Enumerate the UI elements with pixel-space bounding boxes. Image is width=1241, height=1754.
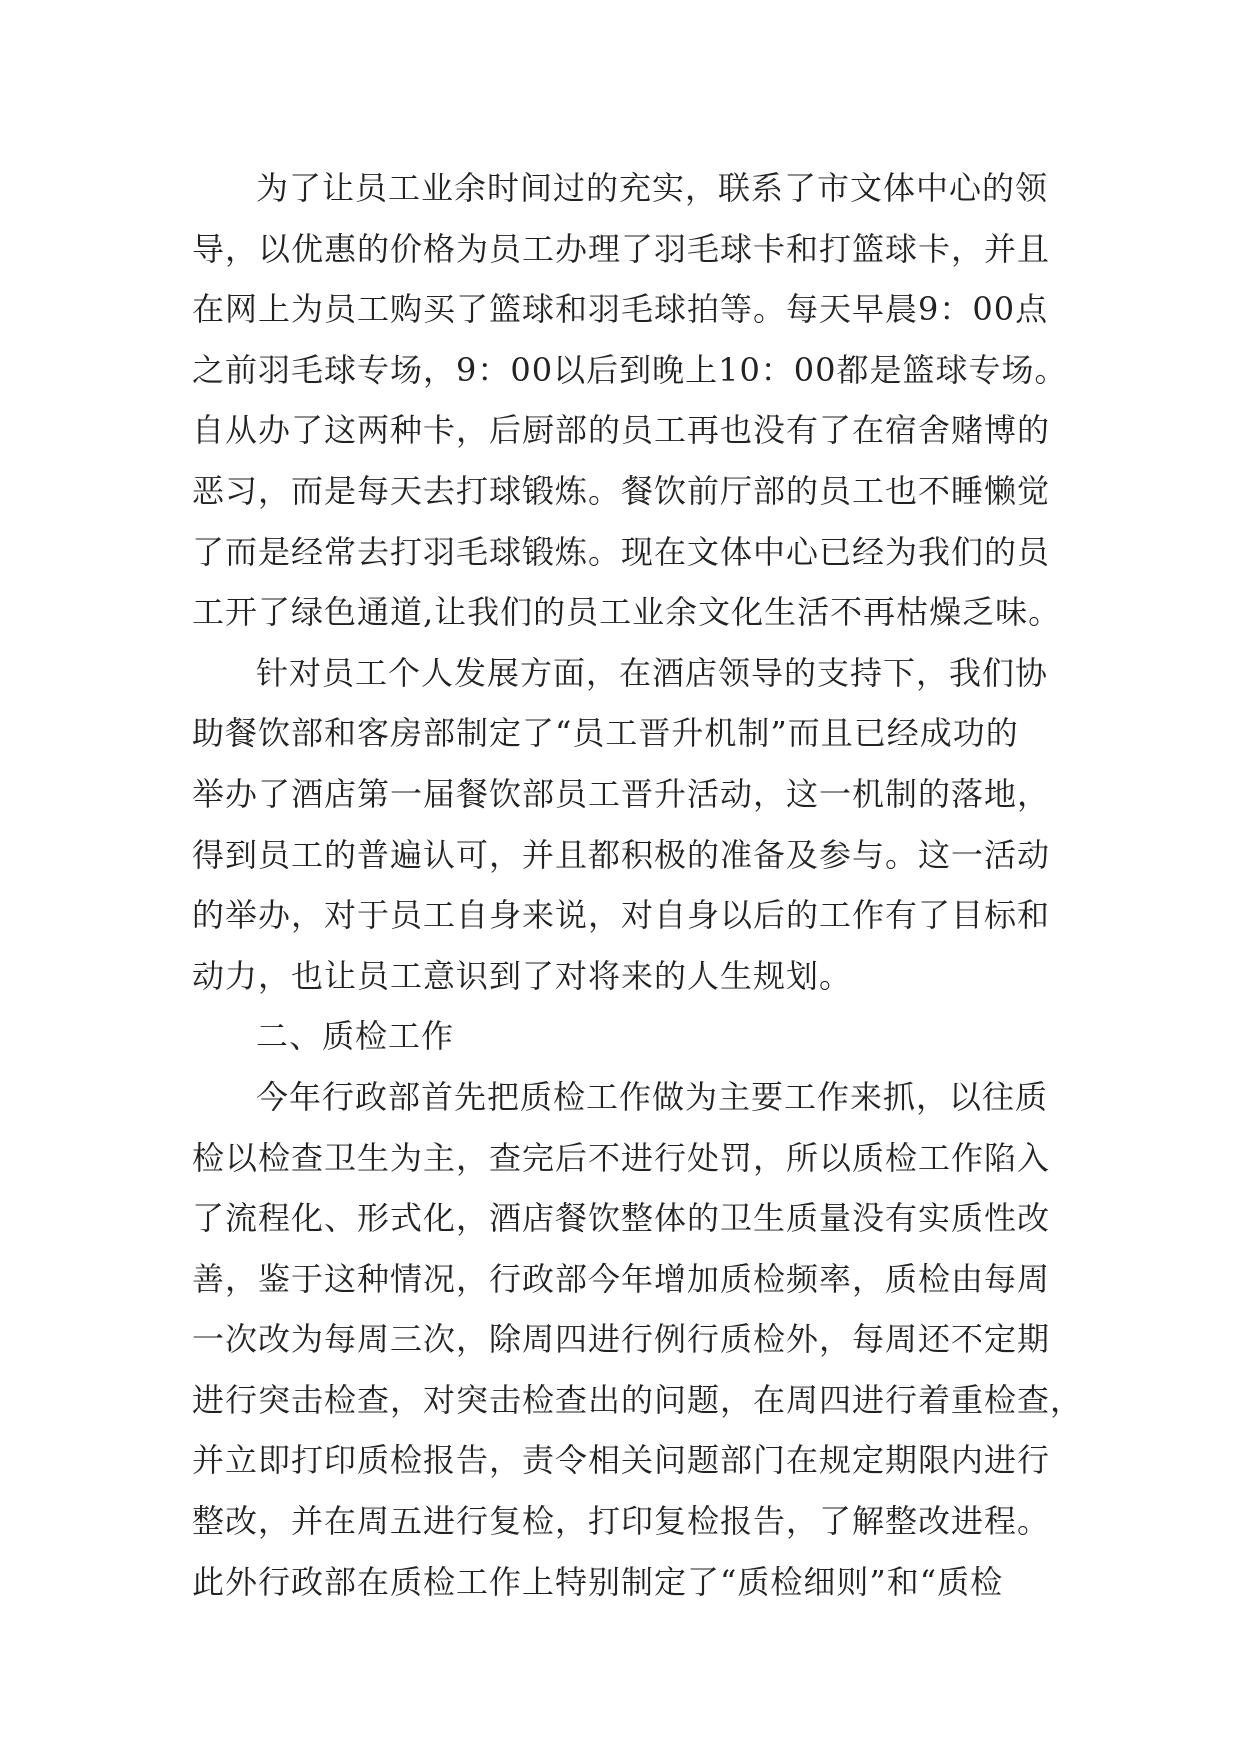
text-line: 举办了酒店第一届餐饮部员工晋升活动，这一机制的落地，	[192, 774, 1051, 813]
text-line: 检以检查卫生为主，查完后不进行处罚，所以质检工作陷入	[192, 1138, 1051, 1177]
text-line: 之前羽毛球专场，9：00以后到晚上10：00都是篮球专场。	[192, 350, 1068, 389]
document-body	[192, 158, 1084, 1612]
text-line: 二、质检工作	[256, 1017, 455, 1056]
text-line: 自从办了这两种卡，后厨部的员工再也没有了在宿舍赌博的	[192, 411, 1051, 450]
text-line: 得到员工的普遍认可，并且都积极的准备及参与。这一活动	[192, 835, 1051, 874]
text-line: 此外行政部在质检工作上特别制定了“质检细则”和“质检	[192, 1562, 1004, 1601]
text-line: 今年行政部首先把质检工作做为主要工作来抓，以往质	[256, 1077, 1049, 1116]
text-line: 整改，并在周五进行复检，打印复检报告，了解整改进程。	[192, 1502, 1051, 1541]
text-line: 在网上为员工购买了篮球和羽毛球拍等。每天早晨9：00点	[192, 290, 1049, 329]
text-line: 了而是经常去打羽毛球锻炼。现在文体中心已经为我们的员	[192, 532, 1051, 571]
text-line: 的举办，对于员工自身来说，对自身以后的工作有了目标和	[192, 896, 1051, 935]
text-line: 善，鉴于这种情况，行政部今年增加质检频率，质检由每周	[192, 1259, 1051, 1298]
text-line: 恶习，而是每天去打球锻炼。餐饮前厅部的员工也不睡懒觉	[192, 471, 1051, 510]
text-line: 工开了绿色通道,让我们的员工业余文化生活不再枯燥乏味。	[192, 593, 1062, 632]
text-line: 进行突击检查，对突击检查出的问题，在周四进行着重检查，	[192, 1380, 1084, 1419]
text-line: 动力，也让员工意识到了对将来的人生规划。	[192, 956, 853, 995]
text-line: 并立即打印质检报告，责令相关问题部门在规定期限内进行	[192, 1441, 1051, 1480]
text-line: 一次改为每周三次，除周四进行例行质检外，每周还不定期	[192, 1320, 1051, 1359]
text-line: 导，以优惠的价格为员工办理了羽毛球卡和打篮球卡，并且	[192, 229, 1051, 268]
text-line: 为了让员工业余时间过的充实，联系了市文体中心的领	[256, 169, 1049, 207]
text-line: 针对员工个人发展方面，在酒店领导的支持下，我们协	[256, 653, 1049, 692]
text-line: 助餐饮部和客房部制定了“员工晋升机制”而且已经成功的	[192, 714, 1019, 753]
text-line: 了流程化、形式化，酒店餐饮整体的卫生质量没有实质性改	[192, 1199, 1051, 1238]
